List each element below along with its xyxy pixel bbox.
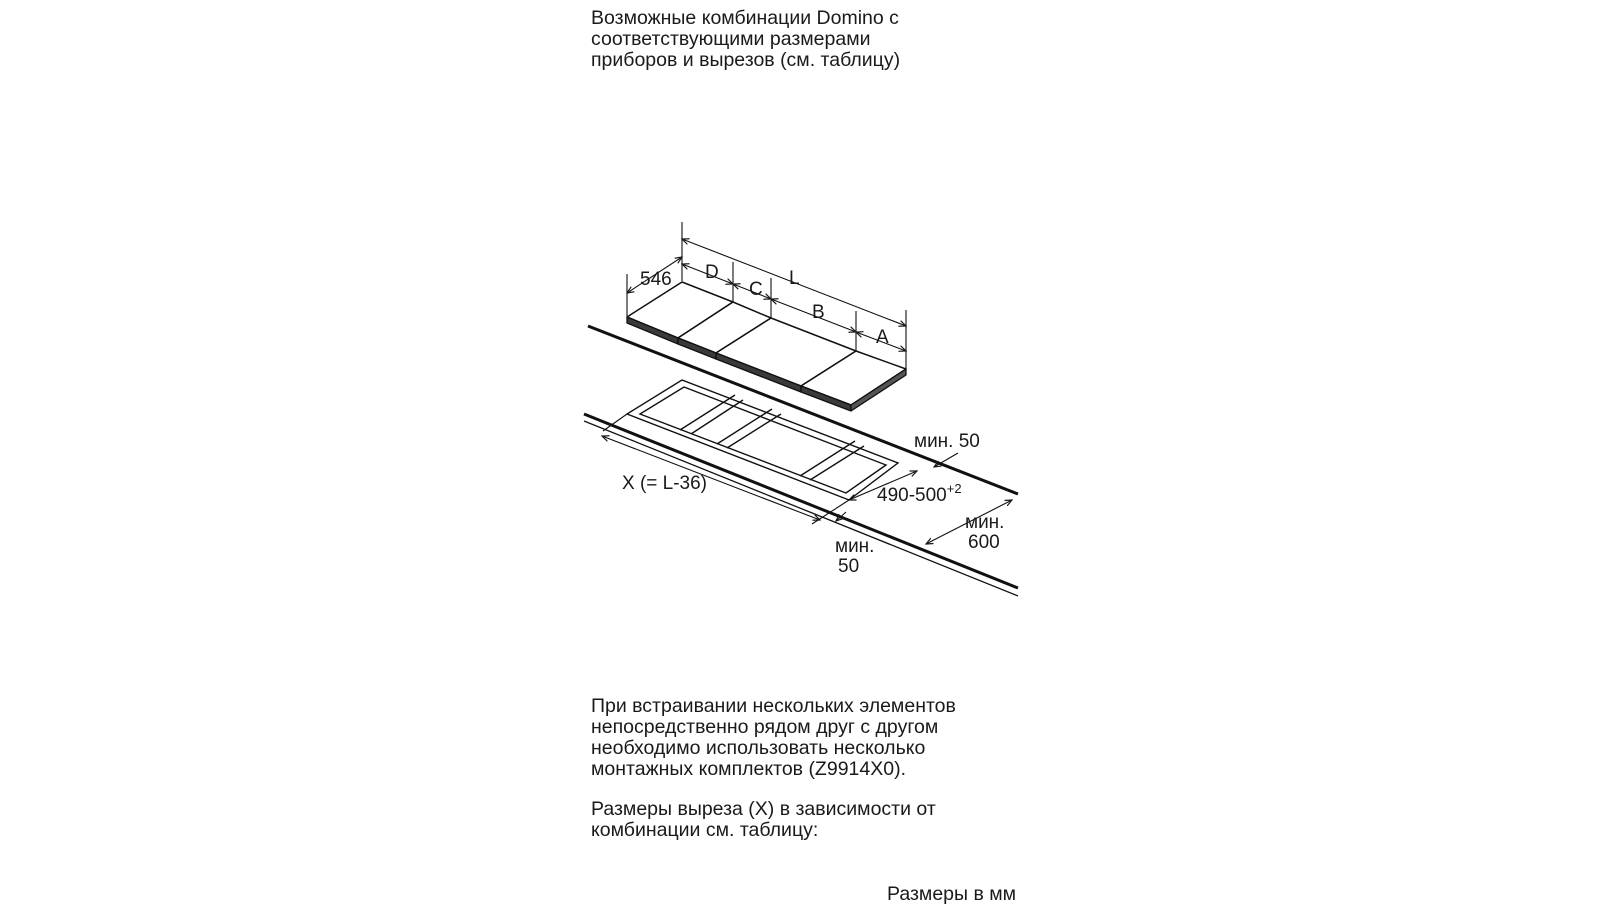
dim-x-label: X (= L-36) xyxy=(622,473,708,494)
dim-c-label: C xyxy=(749,279,763,300)
cutout-note xyxy=(591,799,936,841)
units-note: Размеры в мм xyxy=(887,883,1017,905)
cutout-note-line: Размеры выреза (X) в зависимости от xyxy=(591,798,936,820)
dim-cutout-depth-label: $490-500^{+2}$ xyxy=(877,481,962,506)
cutout-divider xyxy=(800,441,855,476)
cutout-divider xyxy=(810,446,864,480)
installation-note-line: монтажных комплектов (Z9914X0). xyxy=(591,758,906,780)
cutout-divider xyxy=(727,414,781,448)
cooktop-modules xyxy=(627,282,906,411)
dim-l-label: L xyxy=(789,268,800,289)
intro-line: Возможные комбинации Domino с xyxy=(591,7,899,29)
cutout-note-line: комбинации см. таблицу: xyxy=(591,819,819,841)
cutout-divider xyxy=(680,395,735,430)
intro-line: соответствующими размерами xyxy=(591,28,871,50)
dim-a-label: A xyxy=(876,327,889,348)
installation-note-line: При встраивании нескольких элементов xyxy=(591,695,956,717)
installation-note-line: непосредственно рядом друг с другом xyxy=(591,716,939,738)
installation-note xyxy=(591,696,956,780)
dim-min50-side-label: мин. 50 xyxy=(835,536,875,577)
intro-line: приборов и вырезов (см. таблицу) xyxy=(591,49,901,71)
dim-min50-back-label: мин. 50 xyxy=(914,431,980,452)
cutout-divider xyxy=(717,409,772,444)
dim-b-label: B xyxy=(812,302,825,323)
installation-note-line: необходимо использовать несколько xyxy=(591,737,926,759)
dim-546-label: 546 xyxy=(640,269,672,290)
dim-min600-label: мин. 600 xyxy=(965,512,1005,553)
dim-d-label: D xyxy=(705,262,719,283)
cutout-divider xyxy=(691,400,743,434)
